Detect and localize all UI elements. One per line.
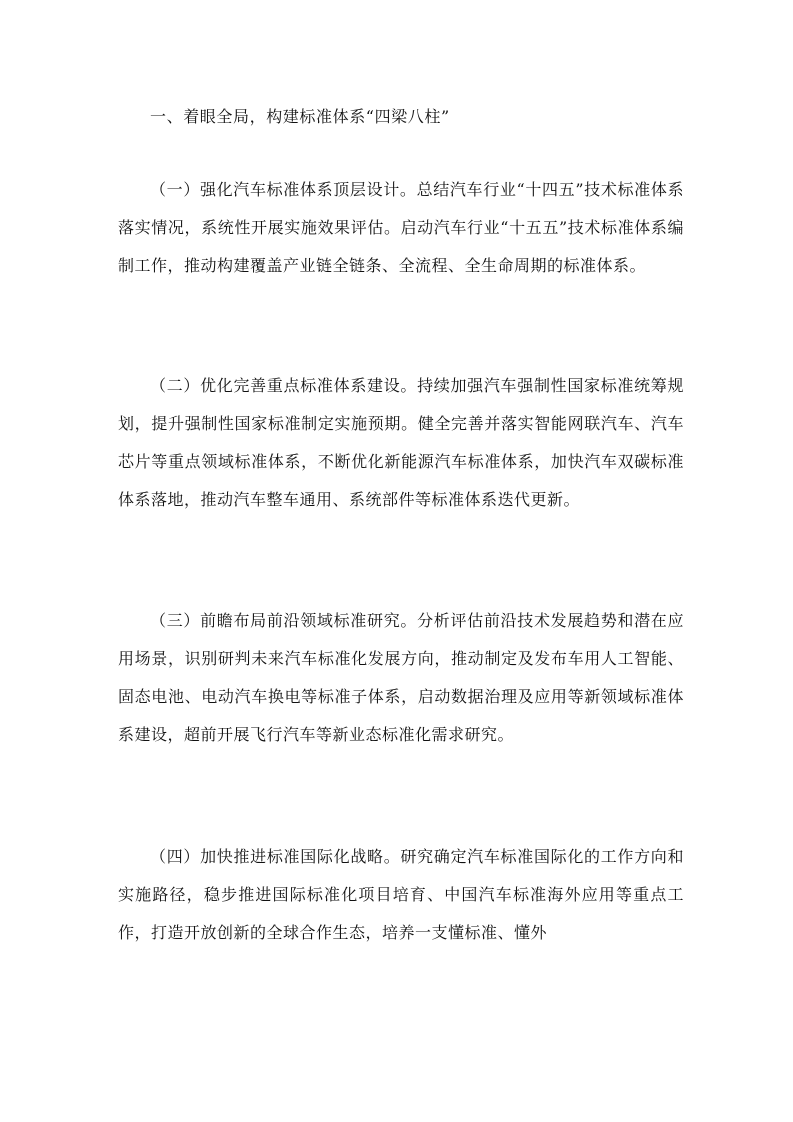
paragraph-4: （四）加快推进标准国际化战略。研究确定汽车标准国际化的工作方向和实施路径，稳步推进国际标准化项目培育、中国汽车标准海外应用等重点工作，打造开放创新的全球合作生态，培养一支懂标准、懂外 [118,847,684,942]
paragraph-3: （三）前瞻布局前沿领域标准研究。分析评估前沿技术发展趋势和潜在应用场景，识别研判未来汽车标准化发展方向，推动制定及发布车用人工智能、固态电池、电动汽车换电等标准子体系，启动数据治理及应用等新领域标准体系建设，超前开展飞行汽车等新业态标准化需求研究。 [118,611,684,744]
paragraph-1: （一）强化汽车标准体系顶层设计。总结汽车行业“十四五”技术标准体系落实情况，系统性开展实施效果评估。启动汽车行业“十五五”技术标准体系编制工作，推动构建覆盖产业链全链条、全流程、全生命周期的标准体系。 [118,180,684,275]
paragraph-2: （二）优化完善重点标准体系建设。持续加强汽车强制性国家标准统筹规划，提升强制性国家标准制定实施预期。健全完善并落实智能网联汽车、汽车芯片等重点领域标准体系，不断优化新能源汽车标准体系，加快汽车双碳标准体系落地，推动汽车整车通用、系统部件等标准体系迭代更新。 [118,376,684,509]
section-heading: 一、着眼全局，构建标准体系“四梁八柱” [150,107,450,126]
